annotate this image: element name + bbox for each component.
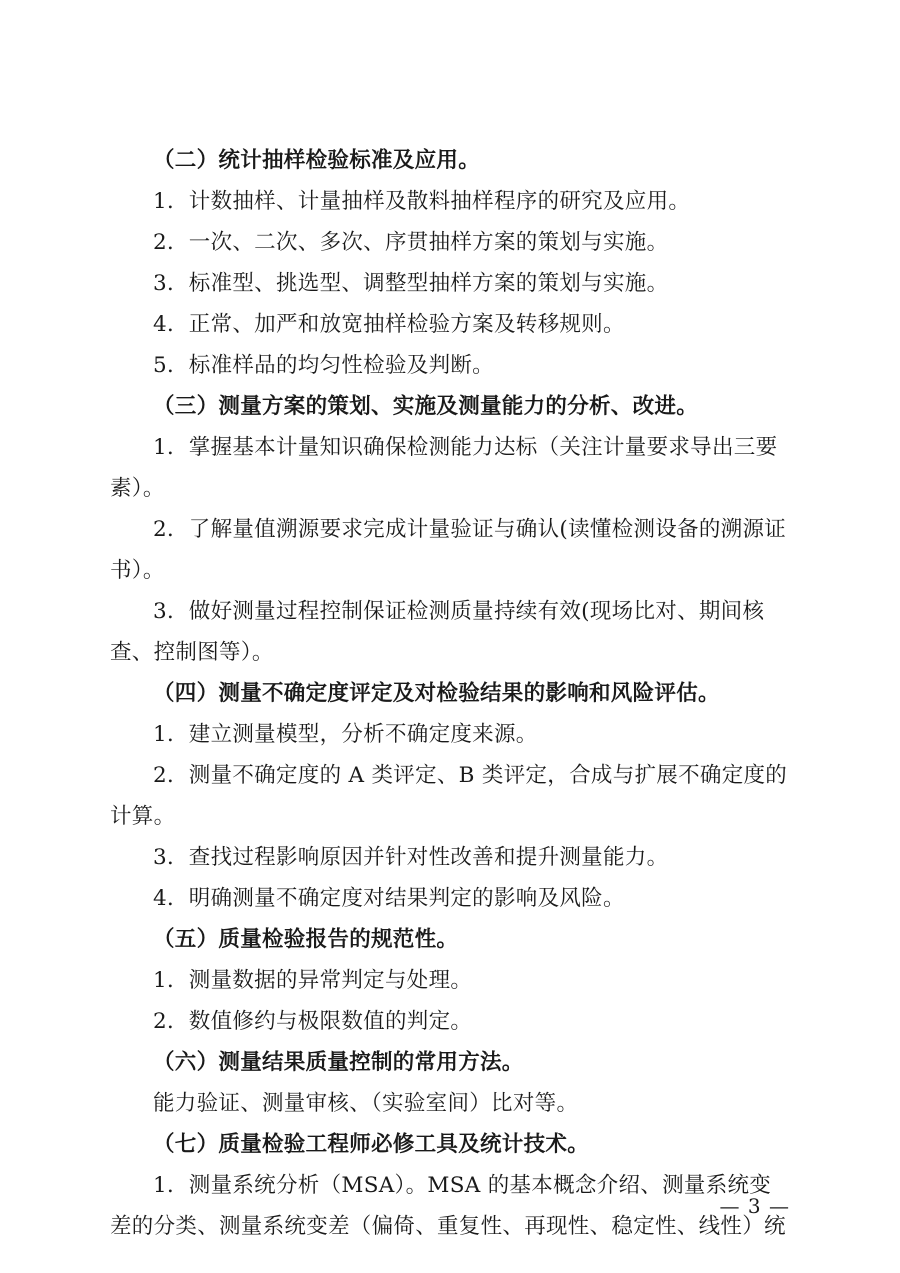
list-item: 2．了解量值溯源要求完成计量验证与确认(读懂检测设备的溯源证书）。 (110, 517, 787, 583)
list-item: 4．明确测量不确定度对结果判定的影响及风险。 (153, 886, 625, 911)
list-item: 2．一次、二次、多次、序贯抽样方案的策划与实施。 (153, 230, 669, 255)
section-heading: （三）测量方案的策划、实施及测量能力的分析、改进。 (153, 394, 699, 419)
list-item: 4．正常、加严和放宽抽样检验方案及转移规则。 (153, 312, 625, 337)
section-heading: （五）质量检验报告的规范性。 (153, 927, 459, 952)
section-heading: （四）测量不确定度评定及对检验结果的影响和风险评估。 (153, 681, 720, 706)
list-item: 1．测量数据的异常判定与处理。 (153, 968, 473, 993)
list-item: 2．测量不确定度的 A 类评定、B 类评定，合成与扩展不确定度的计算。 (110, 763, 788, 829)
document-body (110, 140, 790, 1247)
section-heading: （六）测量结果质量控制的常用方法。 (153, 1050, 524, 1075)
list-item: 2．数值修约与极限数值的判定。 (153, 1009, 473, 1034)
section-heading: （二）统计抽样检验标准及应用。 (153, 148, 481, 173)
section-heading: （七）质量检验工程师必修工具及统计技术。 (153, 1132, 590, 1157)
page-number: — 3 — (719, 1194, 790, 1218)
list-item: 3．做好测量过程控制保证检测质量持续有效(现场比对、期间核查、控制图等）。 (110, 599, 765, 665)
list-item: 1．计数抽样、计量抽样及散料抽样程序的研究及应用。 (153, 189, 691, 214)
list-item: 5．标准样品的均匀性检验及判断。 (153, 353, 494, 378)
list-item: 1．掌握基本计量知识确保检测能力达标（关注计量要求导出三要素）。 (110, 435, 778, 501)
list-item: 1．测量系统分析（MSA）。MSA 的基本概念介绍、测量系统变差的分类、测量系统变差（偏倚、重复性、再现性、稳定性、线性）统 (110, 1173, 786, 1239)
list-item: 3．查找过程影响原因并针对性改善和提升测量能力。 (153, 845, 669, 870)
list-item: 3．标准型、挑选型、调整型抽样方案的策划与实施。 (153, 271, 669, 296)
list-item: 能力验证、测量审核、（实验室间）比对等。 (153, 1091, 579, 1116)
list-item: 1．建立测量模型，分析不确定度来源。 (153, 722, 538, 747)
